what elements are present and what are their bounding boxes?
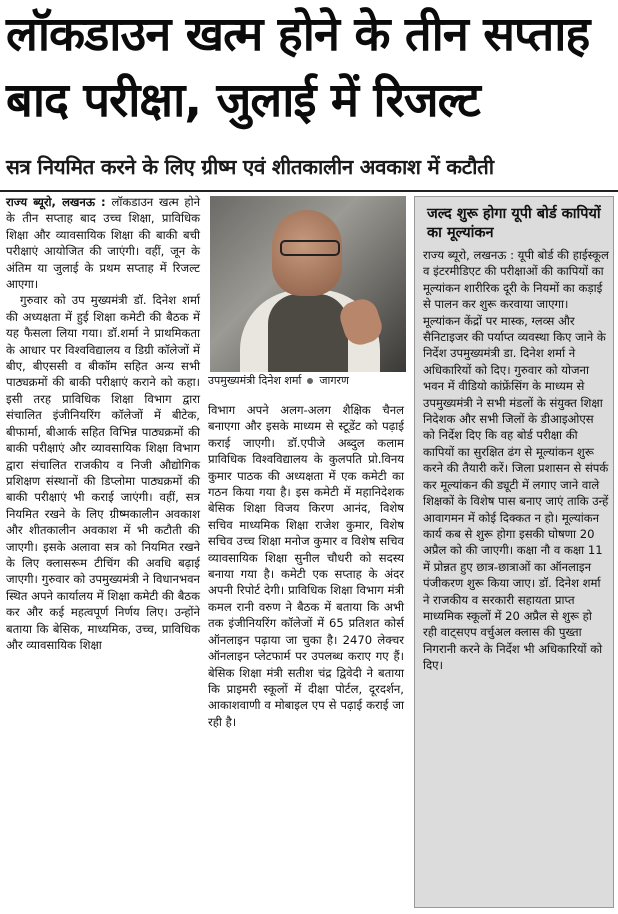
byline: राज्य ब्यूरो, लखनऊ : [6,195,106,209]
subheadline: सत्र नियमित करने के लिए ग्रीष्म एवं शीतकालीन अवकाश में कटौती [6,155,494,179]
headline-line-2: बाद परीक्षा, जुलाई में रिजल्ट [6,73,480,128]
article-column-1 [6,194,200,653]
photo-caption [208,373,408,389]
sidebar-body [423,247,609,674]
headline [6,2,612,134]
photo-deputy-cm [210,196,406,372]
headline-line-1: लॉकडाउन खत्म होने के तीन सप्ताह [6,7,590,62]
sidebar-text: यूपी बोर्ड की हाईस्कूल व इंटरमीडिएट की परीक्षाओं की कापियों का मूल्यांकन शारीरिक दूरी के नियमों का कड़ाई से पालन कर शुरू करवाया जाएगा। मूल्यांकन केंद्रों पर मास्क, ग्लव्स और सैनिटाइजर की पर्याप्त व्यवस्था किए जाने के निर्देश उपमुख्यमंत्री डा. दिनेश शर्मा ने अधिकारियों को दिए। गुरुवार को योजना भवन में वीडियो कांफ्रेंसिंग के माध्यम से उपमुख्यमंत्री ने सभी मंडलों के संयुक्त शिक्षा निदेशक और सभी जिलों के डीआइओएस को निर्देश दिए कि वह बोर्ड परीक्षा की कापियों का सुरक्षित ढंग से मूल्यांकन शुरू करने की तैयारी करें। जिला प्रशासन से संपर्क कर मूल्यांकन की ड्यूटी में लगाए जाने वाले शिक्षकों के विशेष पास बनाए जाएं ताकि उन्हें आवागमन में कोई दिक्कत न हो। मूल्यांकन कार्य कब से शुरू होगा इसकी घोषणा 20 अप्रैल को की जाएगी। कक्षा नौ व कक्षा 11 में प्रोन्नत हुए छात्र-छात्राओं का ऑनलाइन पंजीकरण शुरू किया जाए। डॉ. दिनेश शर्मा ने राजकीय व सरकारी सहायता प्राप्त माध्यमिक स्कूलों में 20 अप्रैल से शुरू हो रही वाट्सएप वर्चुअल क्लास की पुख्ता निगरानी करने के निर्देश भी अधिकारियों को दिए। [423,248,609,673]
sidebar-byline: राज्य ब्यूरो, लखनऊ : [423,248,514,262]
sidebar-title: जल्द शुरू होगा यूपी बोर्ड कापियों का मूल्यांकन [427,206,601,241]
caption-credit: जागरण [319,374,349,387]
article-paragraph-2: गुरुवार को उप मुख्यमंत्री डॉ. दिनेश शर्मा की अध्यक्षता में हुई शिक्षा कमेटी की बैठक में यह फैसला लिया गया। डॉ.शर्मा ने प्राथमिकता के आधार पर विश्वविद्यालय व डिग्री कॉलेजों में बीए, बीएससी व बीकॉम सहित अन्य सभी पाठ्यक्रमों की बाकी परीक्षाएं कराने को कहा। इसी तरह प्राविधिक शिक्षा विभाग द्वारा संचालित इंजीनियरिंग कॉलेजों में बीटेक, बीफार्मा, बीआर्क सहित विभिन्न पाठ्यक्रमों की बाकी परीक्षाएं और व्यावसायिक शिक्षा विभाग द्वारा संचालित राजकीय व निजी औद्योगिक प्रशिक्षण संस्थानों की डिप्लोमा पाठ्यक्रमों की बाकी परीक्षाएं भी कराई जाएंगी। वहीं, सत्र नियमित रखने के लिए ग्रीष्मकालीन अवकाश और शीतकालीन अवकाश में भी कटौती की जाएगी। इसके अलावा सत्र को नियमित रखने के लिए क्लासरूम टीचिंग की अवधि बढ़ाई जाएगी। गुरुवार को उपमुख्यमंत्री ने विधानभवन स्थित अपने कार्यालय में शिक्षा कमेटी की बैठक कर और कई महत्वपूर्ण निर्णय लिए। उन्होंने बताया कि बेसिक, माध्यमिक, उच्च, प्राविधिक और व्यावसायिक शिक्षा [6,293,200,652]
article-paragraph-1 [6,194,200,292]
divider [0,190,618,192]
bullet-icon [307,378,313,384]
column-2-text: विभाग अपने अलग-अलग शैक्षिक चैनल बनाएगा और इसके माध्यम से स्टूडेंट को पढ़ाई कराई जाएगी। डॉ.एपीजे अब्दुल कलाम प्राविधिक विश्वविद्यालय के कुलपति प्रो.विनय कुमार पाठक की अध्यक्षता में एक कमेटी का गठन किया गया है। इस कमेटी में महानिदेशक बेसिक शिक्षा विजय किरण आनंद, विशेष सचिव माध्यमिक शिक्षा राजेश कुमार, विशेष सचिव उच्च शिक्षा मनोज कुमार व विशेष सचिव व्यावसायिक शिक्षा सुनील चौधरी को सदस्य बनाया गया है। कमेटी एक सप्ताह के अंदर अपनी रिपोर्ट देगी। प्राविधिक शिक्षा विभाग मंत्री कमल रानी वरुण ने बैठक में बताया कि अभी तक इंजीनियरिंग कॉलेजों में 65 प्रतिशत कोर्स ऑनलाइन पढ़ाया जा चुका है। 2470 लेक्चर ऑनलाइन प्लेटफार्म पर उपलब्ध कराए गए हैं। बेसिक शिक्षा मंत्री सतीश चंद्र द्विवेदी ने बताया कि प्राइमरी स्कूलों में दीक्षा पोर्टल, दूरदर्शन, आकाशवाणी व मोबाइल एप से पढ़ाई कराई जा रही है। [208,403,404,729]
article-column-2 [208,402,404,730]
paragraph-1-text: लॉकडाउन खत्म होने के तीन सप्ताह बाद उच्च शिक्षा, प्राविधिक शिक्षा और व्यावसायिक शिक्षा की बाकी बची परीक्षाएं आयोजित की जाएंगी। वहीं, जून के अंतिम या जुलाई के प्रथम सप्ताह में रिजल्ट आएगा। [6,195,201,292]
sidebar-box [414,196,614,908]
caption-name: उपमुख्यमंत्री दिनेश शर्मा [208,374,302,387]
